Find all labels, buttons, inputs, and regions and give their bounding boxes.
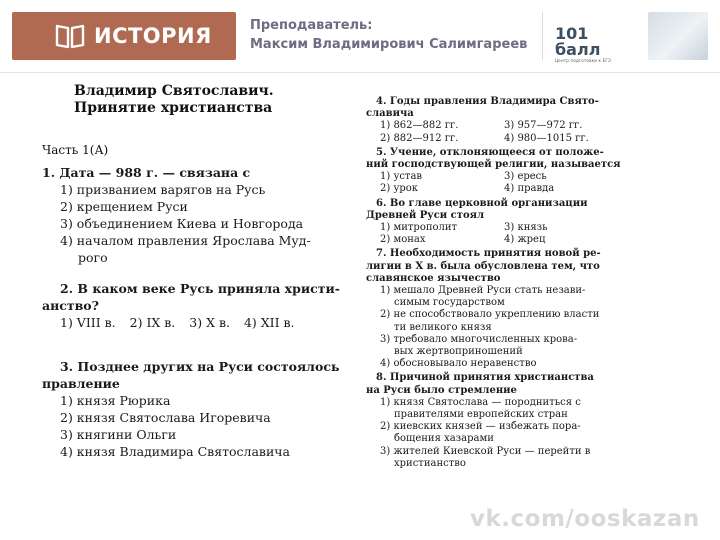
answer-options-row [366,183,628,195]
answer-option: 2) урок [380,183,418,195]
question-text-continued: ний господствующей религии, называется [366,159,621,171]
answer-option: 4) князя Владимира Святославича [60,444,291,459]
question-5 [366,147,628,196]
teacher-label: Преподаватель: [250,18,373,33]
teacher-info [250,16,527,54]
answer-option: 4) XII в. [243,315,295,330]
question-text: 3. Позднее других на Руси состоялось [60,359,340,374]
worksheet-title: Владимир Святославич. Принятие христианства [74,83,274,116]
answer-option: 3) ересь [504,171,547,183]
answer-option: 1) мешало Древней Руси стать незави- [380,285,586,297]
answer-option: 1) 862—882 гг. [380,120,459,132]
answer-option: 2) не способствовало укреплению власти [380,309,600,321]
watermark: vk.com/ooskazan [470,506,700,532]
question-2 [42,280,342,331]
answer-option: 1) VIII в. [60,315,116,330]
answer-option: 2) князя Святослава Игоревича [60,410,271,425]
answer-option: 2) монах [380,234,426,246]
logo-title: 101 балл [555,24,601,59]
header-thumbnail [648,12,708,60]
answer-option-continued: христианство [394,457,466,469]
open-book-icon [54,22,86,50]
answer-options-row [366,234,628,246]
question-7 [366,248,628,370]
answer-option: 4) жрец [504,234,546,246]
header-divider [542,12,543,60]
question-text-continued: лигии в X в. была обусловлена тем, что [366,260,600,272]
answer-options-row [366,133,628,145]
answer-options-row [366,222,628,234]
part-label: Часть 1(А) [42,143,109,157]
answer-option-continued: вых жертвоприношений [394,346,523,358]
answer-option: 3) княгини Ольги [60,427,177,442]
answer-option: 3) требовало многочисленных крова- [380,333,578,345]
question-text: 1. Дата — 988 г. — связана с [42,165,251,180]
answer-option: 3) X в. [189,315,230,330]
answer-option: 4) 980—1015 гг. [504,132,589,144]
question-text: 4. Годы правления Владимира Свято- [376,96,599,107]
answer-option: 1) князя Святослава — породниться с [380,396,581,408]
question-text-continued: на Руси было стремление [366,384,517,396]
question-text-continued: славича [366,108,414,120]
question-8 [366,372,628,470]
question-4 [366,96,628,145]
logo-subtitle: Центр подготовки к ЕГЭ [555,58,611,63]
answer-option-continued: ти великого князя [394,321,492,333]
answer-option: 4) началом правления Ярослава Муд- [60,233,311,248]
question-text: 6. Во главе церковной организации [376,197,588,209]
brand-logo [555,26,637,63]
answer-options-row [366,120,628,132]
answer-option-continued: правителями европейских стран [394,409,568,421]
answer-option: 1) устав [380,171,423,183]
answer-options-row [366,171,628,183]
answer-option: 1) князя Рюрика [60,393,171,408]
question-text: 5. Учение, отклоняющееся от положе- [376,146,604,158]
answer-option: 1) призванием варягов на Русь [60,182,266,197]
answer-option: 2) IX в. [129,315,176,330]
question-1 [42,164,342,266]
answer-option-continued: бощения хазарами [394,433,494,445]
question-text: 2. В каком веке Русь приняла христи- [60,281,340,296]
answer-option: 4) правда [504,183,555,195]
answer-option: 2) крещением Руси [60,199,188,214]
question-6 [366,198,628,247]
question-text: 7. Необходимость принятия новой ре- [376,248,601,260]
answer-option: 3) князь [504,222,548,234]
brand-banner [12,12,236,60]
question-text-continued: правление [42,376,120,391]
answer-option: 3) 957—972 гг. [504,120,583,132]
answer-option-continued: рого [78,250,108,265]
right-column [366,96,628,472]
question-text-continued: анство? [42,298,99,313]
answer-option: 2) 882—912 гг. [380,132,459,144]
answer-option: 2) киевских князей — избежать пора- [380,421,581,433]
answer-options-row [42,314,342,331]
question-3 [42,358,342,460]
worksheet-page [30,78,666,510]
teacher-name: Максим Владимирович Салимгареев [250,37,528,52]
answer-option: 3) объединением Киева и Новгорода [60,216,304,231]
answer-option: 3) жителей Киевской Руси — перейти в [380,445,591,457]
question-text-continued: Древней Руси стоял [366,209,485,221]
answer-option: 1) митрополит [380,222,458,234]
brand-title: ИСТОРИЯ [94,24,212,48]
header [0,0,720,73]
answer-option: 4) обосновывало неравенство [380,358,537,370]
question-text: 8. Причиной принятия христианства [376,372,594,384]
answer-option-continued: симым государством [394,297,505,309]
question-text-continued: славянское язычество [366,272,501,284]
